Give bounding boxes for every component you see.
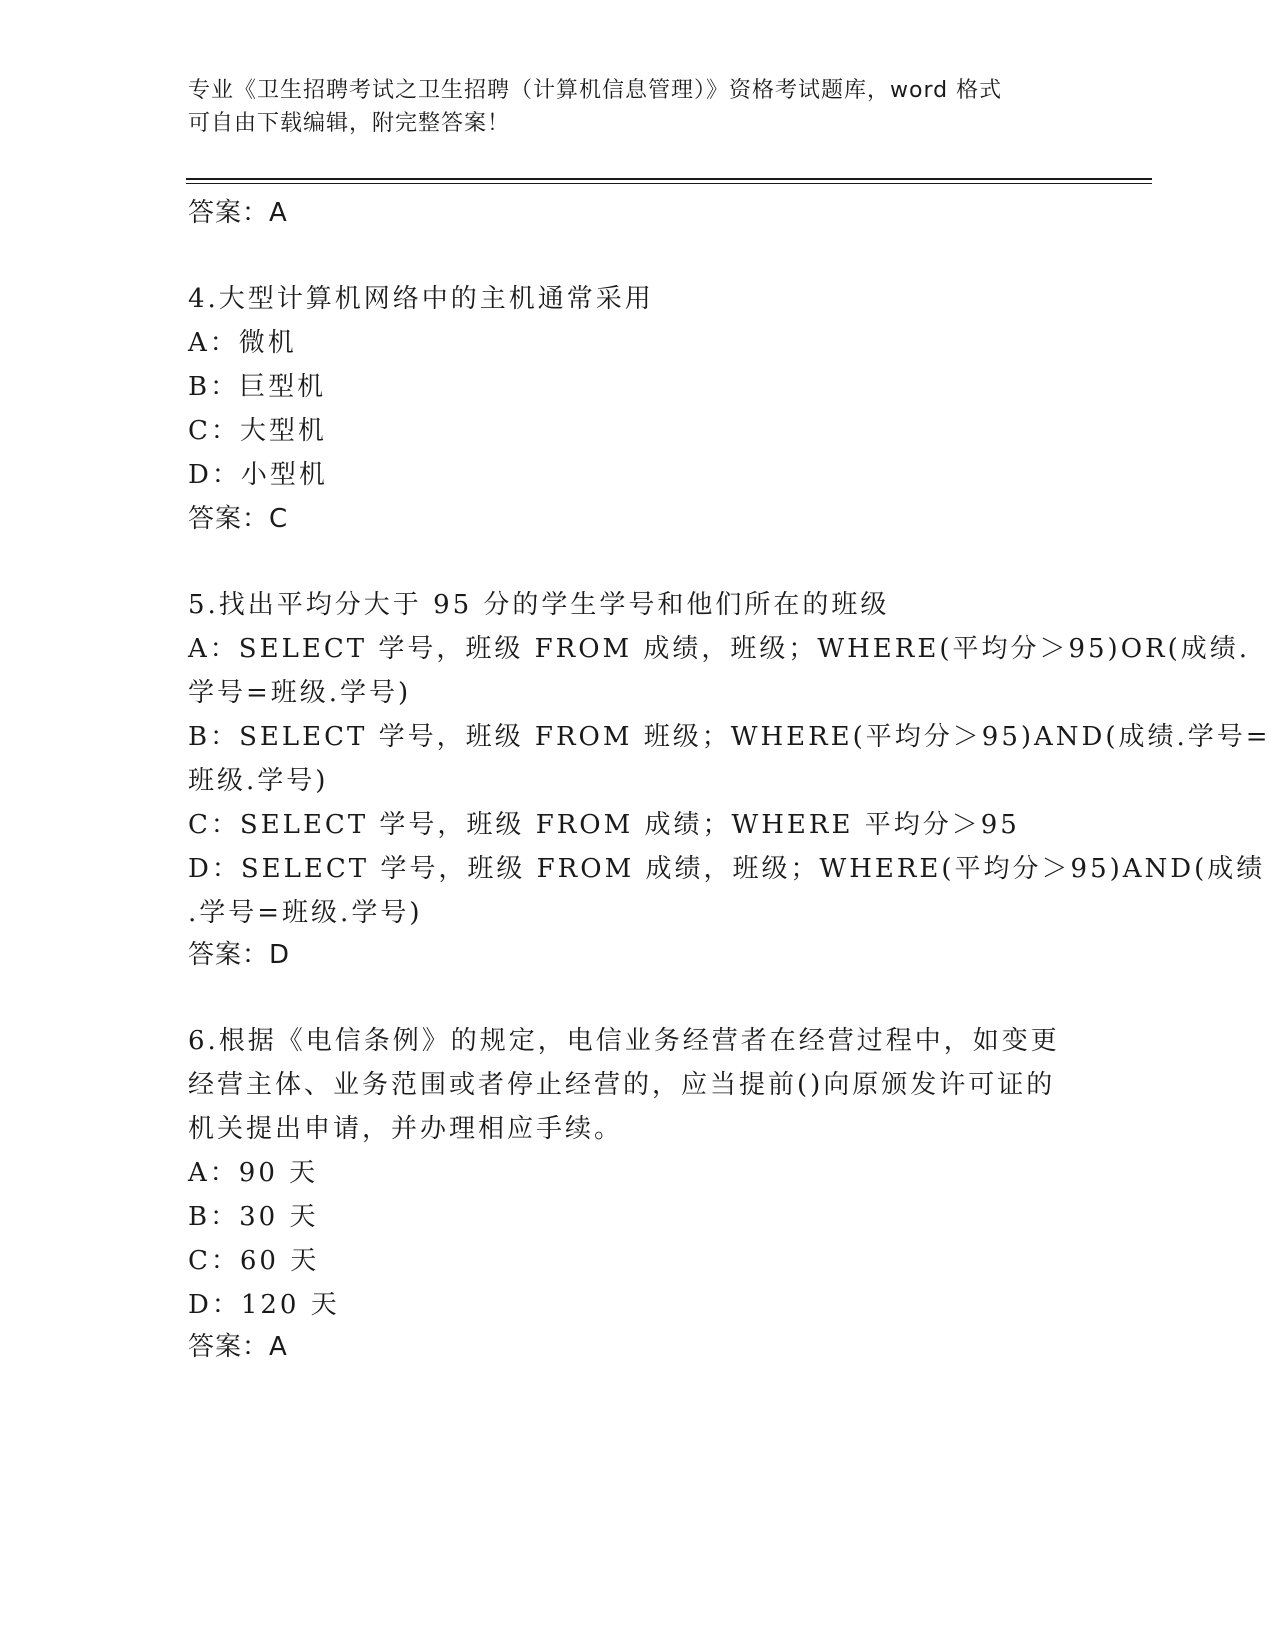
question-4-answer: 答案：C <box>188 504 289 534</box>
question-5-option-c: C：SELECT 学号，班级 FROM 成绩；WHERE 平均分＞95 <box>188 810 1020 840</box>
question-6-stem-line-3: 机关提出申请，并办理相应手续。 <box>188 1114 624 1144</box>
header-divider-thin <box>186 183 1152 184</box>
question-4-option-d: D：小型机 <box>188 460 328 490</box>
question-6-option-a: A：90 天 <box>188 1158 319 1188</box>
question-4-option-c: C：大型机 <box>188 416 327 446</box>
header-line-2: 可自由下载编辑，附完整答案！ <box>188 111 511 136</box>
question-5-option-d: D：SELECT 学号，班级 FROM 成绩，班级；WHERE(平均分＞95)AND(成绩 <box>188 854 1266 884</box>
question-5-option-a: A：SELECT 学号，班级 FROM 成绩，班级；WHERE(平均分＞95)OR(成绩. <box>188 634 1250 664</box>
question-5-stem: 5.找出平均分大于 95 分的学生学号和他们所在的班级 <box>188 590 890 620</box>
question-5-answer: 答案：D <box>188 940 291 970</box>
question-4-option-a: A：微机 <box>188 328 297 358</box>
question-6-option-c: C：60 天 <box>188 1246 320 1276</box>
header-divider-thick <box>186 178 1152 180</box>
header-line-1: 专业《卫生招聘考试之卫生招聘（计算机信息管理）》资格考试题库，word 格式 <box>188 78 1003 103</box>
question-6-stem-line-2: 经营主体、业务范围或者停止经营的，应当提前()向原颁发许可证的 <box>188 1070 1056 1100</box>
question-4-option-b: B：巨型机 <box>188 372 327 402</box>
question-6-stem-line-1: 6.根据《电信条例》的规定，电信业务经营者在经营过程中，如变更 <box>188 1026 1060 1056</box>
question-4-stem: 4.大型计算机网络中的主机通常采用 <box>188 284 654 314</box>
previous-answer: 答案：A <box>188 198 288 228</box>
question-6-answer: 答案：A <box>188 1332 288 1362</box>
question-5-option-a-cont: 学号=班级.学号) <box>188 678 412 708</box>
question-5-option-d-cont: .学号=班级.学号) <box>188 898 423 928</box>
question-6-option-d: D：120 天 <box>188 1290 340 1320</box>
question-6-option-b: B：30 天 <box>188 1202 319 1232</box>
document-header <box>188 74 1068 140</box>
question-5-option-b-cont: 班级.学号) <box>188 766 329 796</box>
question-5-option-b: B：SELECT 学号，班级 FROM 班级；WHERE(平均分＞95)AND(成绩.学号= <box>188 722 1271 752</box>
